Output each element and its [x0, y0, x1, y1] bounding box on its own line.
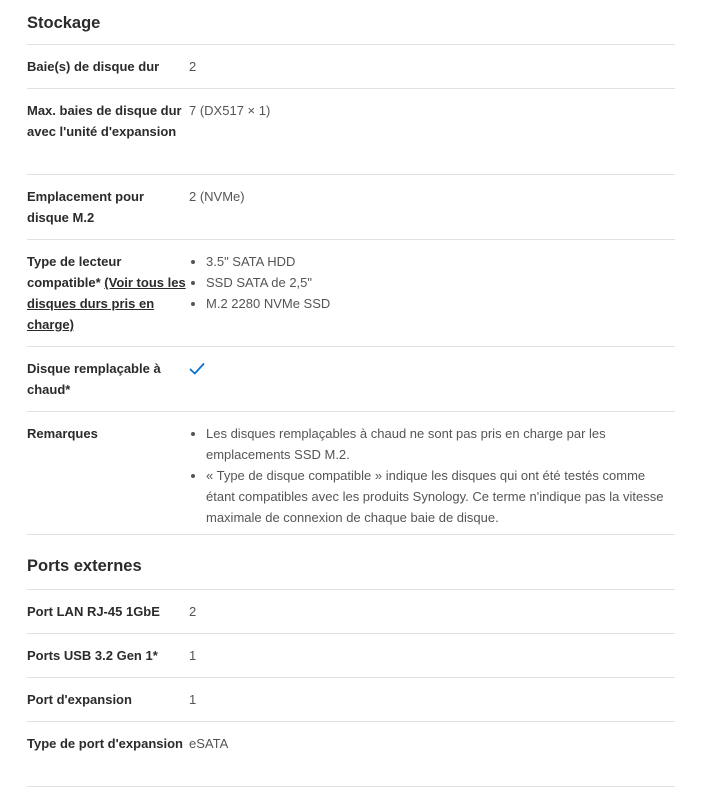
- see-supported-drives-link[interactable]: (Voir tous les disques durs pris en charge): [27, 275, 186, 332]
- spec-label: Remarques: [27, 426, 98, 441]
- spec-value: 2: [189, 604, 197, 619]
- spec-label: Port d'expansion: [27, 692, 132, 707]
- spec-value: 1: [189, 692, 197, 707]
- spec-label: Disque remplaçable à chaud*: [27, 361, 161, 397]
- spec-value: [189, 251, 675, 346]
- list-item: SSD SATA de 2,5": [189, 272, 675, 293]
- spec-label-text: Type de lecteur compatible*: [27, 254, 122, 290]
- section-title-external-ports: Ports externes: [27, 557, 142, 575]
- spec-value: [189, 358, 675, 411]
- table-row: [27, 347, 675, 412]
- table-row: [27, 634, 675, 678]
- list-item: 3.5" SATA HDD: [189, 251, 675, 272]
- remarks-list: [189, 423, 675, 528]
- list-item: Les disques remplaçables à chaud ne sont pas pris en charge par les emplacements SSD M.2.: [189, 423, 675, 465]
- table-row: [27, 412, 675, 535]
- spec-value: 2 (NVMe): [189, 189, 245, 204]
- table-row: [27, 175, 675, 240]
- spec-value: 7 (DX517 × 1): [189, 103, 271, 118]
- checkmark-icon: [189, 358, 205, 382]
- table-row: [27, 89, 675, 175]
- spec-value: [189, 423, 675, 534]
- spec-label: Max. baies de disque dur avec l'unité d'expansion: [27, 103, 182, 139]
- spec-label: Emplacement pour disque M.2: [27, 189, 145, 225]
- table-row: [27, 722, 675, 787]
- spec-label: Baie(s) de disque dur: [27, 59, 160, 74]
- spec-label: Ports USB 3.2 Gen 1*: [27, 648, 158, 663]
- compatible-drive-list: [189, 251, 675, 314]
- spec-label: Port LAN RJ-45 1GbE: [27, 604, 160, 619]
- table-row: [27, 45, 675, 89]
- table-row: [27, 678, 675, 722]
- list-item: « Type de disque compatible » indique les disques qui ont été testés comme étant compatibles avec les produits Synology. Ce terme n'indique pas la vitesse maximale de connexion de chaque baie de disque.: [189, 465, 675, 528]
- section-title-storage: Stockage: [27, 14, 101, 32]
- spec-label: Type de port d'expansion: [27, 736, 183, 751]
- spec-label: [27, 251, 189, 346]
- spec-value: eSATA: [189, 736, 229, 751]
- table-row: [27, 240, 675, 347]
- list-item: M.2 2280 NVMe SSD: [189, 293, 675, 314]
- ports-spec-table: [27, 589, 675, 787]
- spec-value: 1: [189, 648, 197, 663]
- table-row: [27, 590, 675, 634]
- spec-value: 2: [189, 59, 197, 74]
- storage-spec-table: [27, 44, 675, 535]
